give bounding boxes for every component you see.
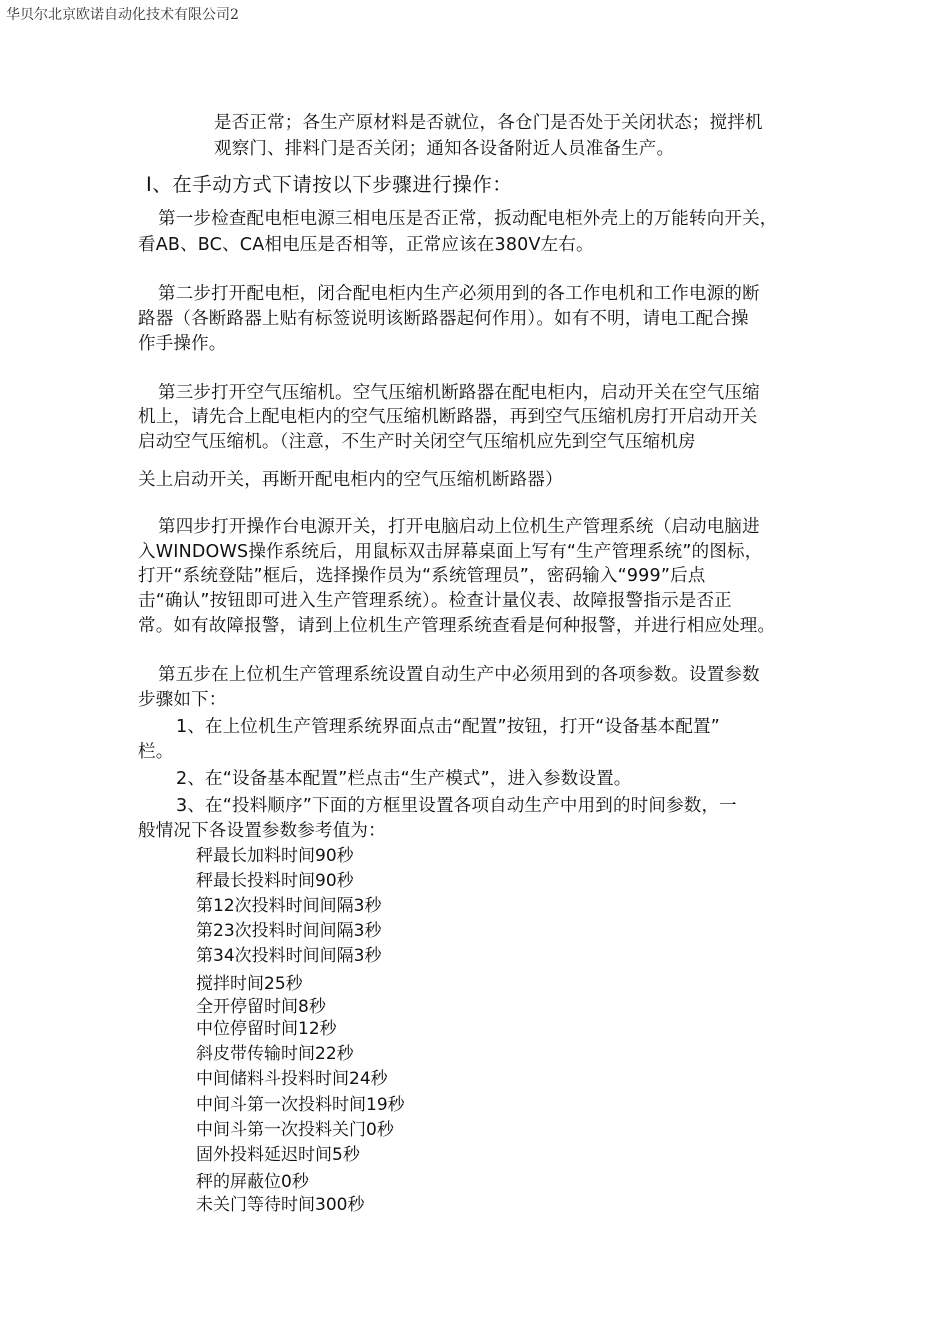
step5-sub-line: 般情况下各设置参数参考值为： — [138, 821, 386, 841]
step5-sub-line: 栏。 — [138, 742, 174, 762]
step5-sub-line: 2、在“设备基本配置”栏点击“生产模式”，进入参数设置。 — [176, 769, 632, 789]
step4-line: 第四步打开操作台电源开关，打开电脑启动上位机生产管理系统（启动电脑进 — [158, 517, 760, 537]
param-item: 搅拌时间25秒 — [196, 974, 303, 994]
step4-line: 打开“系统登陆”框后，选择操作员为“系统管理员”，密码输入“999”后点 — [138, 566, 706, 586]
intro-line: 是否正常；各生产原材料是否就位，各仓门是否处于关闭状态；搅拌机 — [214, 113, 763, 133]
document-header: 华贝尔北京欧诺自动化技术有限公司2 — [6, 7, 239, 23]
step3-line: 启动空气压缩机。（注意，不生产时关闭空气压缩机应先到空气压缩机房 — [138, 432, 696, 452]
step2-line: 路器（各断路器上贴有标签说明该断路器起何作用）。如有不明，请电工配合操 — [138, 309, 749, 329]
param-item: 秤的屏蔽位0秒 — [196, 1172, 309, 1192]
param-item: 第34次投料时间间隔3秒 — [196, 946, 382, 966]
step2-line: 作手操作。 — [138, 334, 227, 354]
step5-sub-line: 1、在上位机生产管理系统界面点击“配置”按钮，打开“设备基本配置” — [176, 717, 720, 737]
intro-line: 观察门、排料门是否关闭；通知各设备附近人员准备生产。 — [214, 139, 675, 159]
param-item: 中位停留时间12秒 — [196, 1019, 337, 1039]
param-item: 第12次投料时间间隔3秒 — [196, 896, 382, 916]
step5-sub-line: 3、在“投料顺序”下面的方框里设置各项自动生产中用到的时间参数，一 — [176, 796, 737, 816]
step2-line: 第二步打开配电柜，闭合配电柜内生产必须用到的各工作电机和工作电源的断 — [158, 284, 760, 304]
step1-line: 第一步检查配电柜电源三相电压是否正常，扳动配电柜外壳上的万能转向开关， — [158, 209, 778, 229]
step5-line: 步骤如下： — [138, 690, 227, 710]
step4-line: 常。如有故障报警，请到上位机生产管理系统查看是何种报警，并进行相应处理。 — [138, 616, 776, 636]
step4-line: 入WINDOWS操作系统后，用鼠标双击屏幕桌面上写有“生产管理系统”的图标， — [138, 542, 763, 562]
param-item: 斜皮带传输时间22秒 — [196, 1044, 354, 1064]
param-item: 中间斗第一次投料时间19秒 — [196, 1095, 405, 1115]
param-item: 全开停留时间8秒 — [196, 997, 326, 1017]
step3-line: 关上启动开关，再断开配电柜内的空气压缩机断路器） — [138, 470, 563, 490]
param-item: 中间斗第一次投料关门0秒 — [196, 1120, 394, 1140]
step3-line: 第三步打开空气压缩机。空气压缩机断路器在配电柜内，启动开关在空气压缩 — [158, 383, 760, 403]
param-item: 秤最长加料时间90秒 — [196, 846, 354, 866]
section-heading: Ⅰ、在手动方式下请按以下步骤进行操作： — [146, 173, 513, 196]
param-item: 秤最长投料时间90秒 — [196, 871, 354, 891]
param-item: 中间储料斗投料时间24秒 — [196, 1069, 388, 1089]
param-item: 未关门等待时间300秒 — [196, 1195, 365, 1215]
param-item: 固外投料延迟时间5秒 — [196, 1145, 360, 1165]
step3-line: 机上，请先合上配电柜内的空气压缩机断路器，再到空气压缩机房打开启动开关 — [138, 407, 758, 427]
step5-line: 第五步在上位机生产管理系统设置自动生产中必须用到的各项参数。设置参数 — [158, 665, 760, 685]
step1-line: 看AB、BC、CA相电压是否相等，正常应该在380V左右。 — [138, 235, 594, 255]
step4-line: 击“确认”按钮即可进入生产管理系统）。检查计量仪表、故障报警指示是否正 — [138, 591, 732, 611]
param-item: 第23次投料时间间隔3秒 — [196, 921, 382, 941]
